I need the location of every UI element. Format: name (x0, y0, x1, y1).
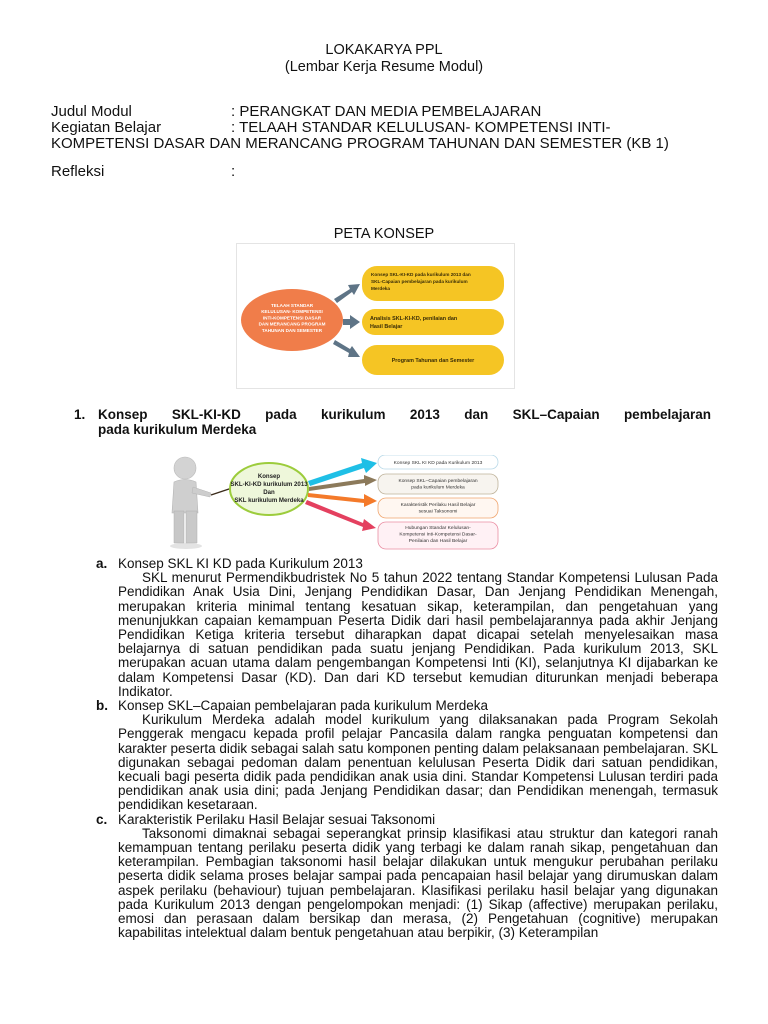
section-1-word: 2013 (409, 407, 440, 422)
kegiatan-row (51, 120, 721, 136)
section-1-word: SKL-KI-KD (171, 407, 241, 422)
item-c-label: c. (96, 811, 108, 827)
concept-box-2-line: Analisis SKL-KI-KD, penilaian dan (370, 316, 458, 322)
section-1-word: kurikulum (321, 407, 386, 422)
module-meta (51, 104, 721, 180)
judul-row (51, 104, 721, 120)
diagram-box-2-line: Konsep SKL–Capaian pembelajaran (398, 479, 478, 484)
peta-konsep-title: PETA KONSEP (333, 226, 435, 242)
concept-box-2 (362, 309, 504, 335)
item-b (96, 699, 718, 813)
concept-box-2-line: Hasil Belajar (370, 324, 403, 330)
document-title: LOKAKARYA PPL (325, 42, 443, 58)
diagram-box-3 (378, 498, 498, 518)
section-1-word: pembelajaran (623, 407, 711, 422)
section-1-text (98, 407, 711, 437)
kegiatan-continuation: KOMPETENSI DASAR DAN MERANCANG PROGRAM TAHUNAN DAN SEMESTER (KB 1) (51, 135, 669, 152)
item-a-heading: Konsep SKL KI KD pada Kurikulum 2013 (118, 556, 363, 571)
concept-map-center-line: TAHUNAN DAN SEMESTER (261, 327, 323, 333)
concept-box-1-line: Konsep SKL-KI-KD pada kurikulum 2013 dan (371, 272, 471, 277)
concept-map-center-line: DAN MERANCANG PROGRAM (258, 321, 326, 327)
item-b-text: Kurikulum Merdeka adalah model kurikulum yang dilaksanakan pada Program Sekolah Penggerak mengacu kepada profil pelajar Pancasila dalam rangka penguatan kompetensi dan karakter peserta didik sebagai salah satu komponen penting dalam pelaksanaan pembelajaran. SKL digunakan sebagai pedoman dalam penentuan kelulusan Peserta Didik dari satuan pendidikan, kecuali bagi peserta didik pada pendidikan anak usia dini. Standar Kompetensi Lulusan terdiri pada pendidikan anak usia dini; pada Jenjang Pendidikan dasar; dan Pendidikan menengah, termasuk pendidikan kesetaraan. (118, 712, 718, 813)
concept-map-center-line: INTI-KOMPETENSI DASAR (262, 315, 322, 321)
section-1-word: Konsep (98, 407, 148, 422)
diagram-box-2-line: pada kurikulum Merdeka (411, 485, 465, 491)
concept-map-center-line: TELAAH STANDAR (270, 303, 314, 308)
presenter-figure-icon (170, 457, 235, 549)
diagram-box-4-line: Kompetensi Inti-Kompetensi Dasar- (399, 532, 477, 538)
section-1-word: dan (464, 407, 489, 422)
concept-box-3-text: Program Tahunan dan Semester (391, 358, 475, 364)
concept-map-center-line: KELULUSAN- KOMPETENSI (261, 309, 323, 315)
diagram-box-4-text (399, 525, 477, 544)
item-c-text: Taksonomi dimaknai sebagai seperangkat prinsip klasifikasi atau struktur dan kategori ranah kemampuan tentang perilaku peserta didik yang terbagi ke dalam ranah sikap, pengetahuan dan keterampilan. Pembagian taksonomi hasil belajar dilakukan untuk mengukur perubahan perilaku peserta didik selama proses belajar sampai pada pencapaian hasil belajar yang dirumuskan dalam aspek perilaku (behaviour) tujuan pembelajaran. Klasifikasi perilaku hasil belajar yang digunakan pada Kurikulum 2013 dengan pengelompokan menjadi: (1) Sikap (affective) merupakan perilaku, emosi dan perasaan dalam bersikap dan merasa, (2) Pengetahuan (cognitive) merupakan kapabilitas intelektual dalam bentuk pengetahuan atau berpikir, (3) Keterampilan (118, 825, 718, 941)
item-b-heading: Konsep SKL–Capaian pembelajaran pada kurikulum Merdeka (118, 698, 488, 714)
diagram-box-1-text (394, 460, 483, 466)
concept-box-1-line: Merdeka (371, 286, 391, 291)
diagram-box-2 (378, 474, 498, 494)
kegiatan-value: : TELAAH STANDAR KELULUSAN- KOMPETENSI INTI- (231, 119, 611, 136)
item-c (96, 813, 718, 941)
document-subtitle: (Lembar Kerja Resume Modul) (284, 59, 484, 75)
concept-box-1-line: SKL-Capaian pembelajaran pada kurikulum (371, 279, 468, 284)
judul-label: Judul Modul (51, 103, 132, 120)
section-1-line-2: pada kurikulum Merdeka (98, 422, 257, 437)
item-c-heading: Karakteristik Perilaku Hasil Belajar sesuai Taksonomi (118, 811, 436, 827)
document-title-block (0, 42, 768, 76)
item-b-label: b. (96, 698, 108, 714)
diagram-center-line: SKL-KI-KD kurikulum 2013 (230, 481, 308, 488)
diagram-box-1-line: Konsep SKL KI KD pada Kurikulum 2013 (393, 461, 483, 466)
diagram-box-3-line: Karakteristik Perilaku Hasil Belajar (400, 503, 476, 508)
section-1-word: pada (265, 407, 297, 422)
item-a (96, 557, 718, 699)
diagram-center-line: Dan (263, 489, 275, 496)
section-1-number: 1. (74, 407, 86, 422)
section-1-diagram (165, 455, 510, 550)
section-1-line-1 (98, 407, 711, 422)
kegiatan-label: Kegiatan Belajar (51, 119, 162, 136)
section-1-heading (74, 407, 711, 437)
diagram-center-line: SKL kurikulum Merdeka (234, 497, 304, 504)
diagram-box-3-line: sesuai Taksonomi (418, 509, 458, 515)
diagram-box-4-line: Hubungan Standar Kelulusan- (405, 526, 471, 531)
diagram-center-line: Konsep (257, 473, 281, 480)
judul-value: : PERANGKAT DAN MEDIA PEMBELAJARAN (231, 103, 542, 120)
diagram-box-4-line: Penilaian dan Hasil Belajar (408, 539, 468, 544)
item-a-label: a. (96, 556, 108, 571)
body-items (96, 557, 718, 940)
section-1-word: SKL–Capaian (512, 407, 600, 422)
item-a-text: SKL menurut Permendikbudristek No 5 tahun 2022 tentang Standar Kompetensi Lulusan Pada Pendidikan Anak Usia Dini, Jenjang Pendidikan Dasar, Dan Jenjang Pendidikan Menengah, merupakan kriteria minimal tentang kesatuan sikap, keterampilan, dan pengetahuan yang menunjukkan capaian kemampuan Peserta Didik dari hasil pembelajarannya pada akhir Jenjang Pendidikan Ketiga kriteria tersebut diharapkan dapat dicapai setelah menyelesaikan masa belajarnya di satuan pendidikan pada suatu jenjang Pendidikan. Pada kurikulum 2013, SKL merupakan acuan utama dalam pengembangan Kompetensi Inti (KI), selanjutnya KI dijabarkan ke dalam Kompetensi Dasar (KD). Dan dari KD tersebut kemudian diturunkan menjadi beberapa Indikator. (118, 570, 718, 699)
refleksi-value: : (231, 163, 236, 180)
refleksi-label: Refleksi (51, 163, 105, 180)
refleksi-row (51, 164, 721, 180)
concept-map (236, 243, 515, 389)
